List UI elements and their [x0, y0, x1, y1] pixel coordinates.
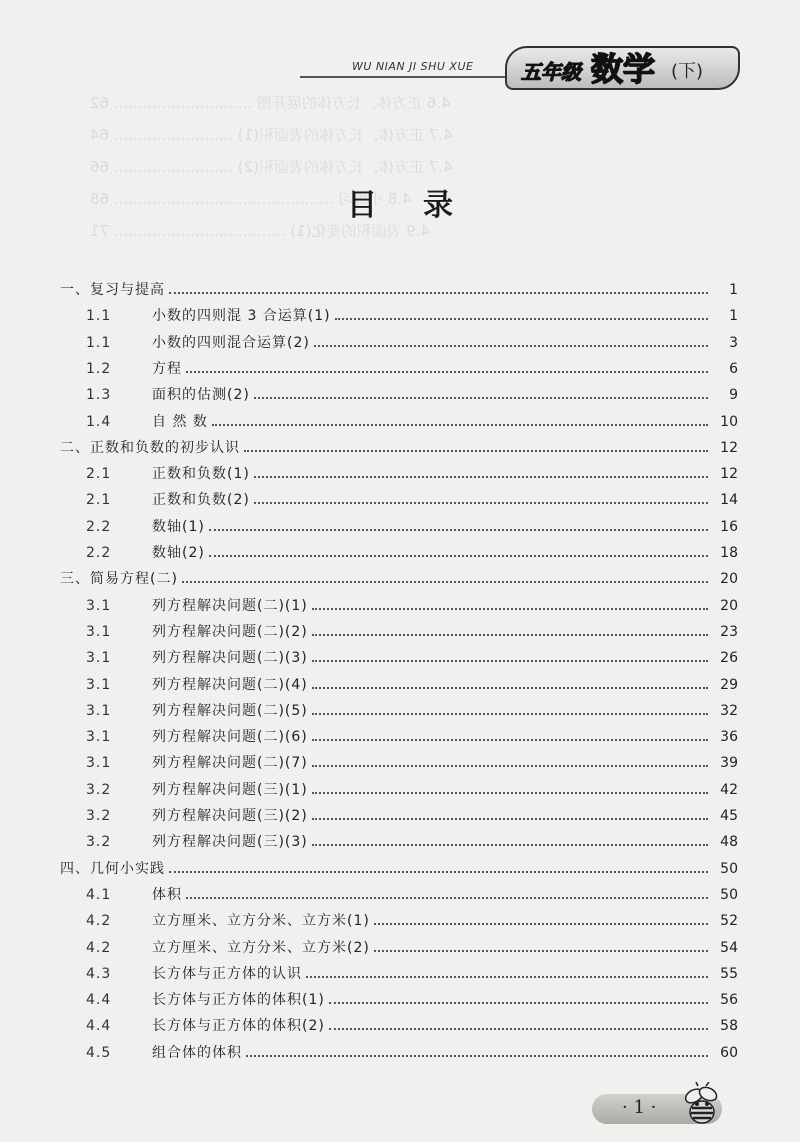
- toc-chapter-row[interactable]: [60, 560, 738, 586]
- toc-section-row[interactable]: [60, 744, 738, 770]
- toc-leader-dots: [312, 660, 708, 662]
- toc-section-row[interactable]: [60, 534, 738, 560]
- toc-leader-dots: [312, 844, 708, 846]
- toc-leader-dots: [306, 976, 708, 978]
- toc-section-number: 4.3: [86, 965, 112, 982]
- toc-chapter-title: 四、几何小实践: [60, 860, 165, 877]
- toc-section-row[interactable]: [60, 613, 738, 639]
- toc-section-title: 列方程解决问题(二)(7): [152, 755, 308, 772]
- toc-page-number: 1: [729, 282, 738, 298]
- toc-page-number: 12: [720, 439, 738, 456]
- toc-leader-dots: [329, 1002, 708, 1004]
- toc-page-number: 32: [720, 702, 738, 719]
- toc-leader-dots: [254, 476, 708, 478]
- header-rule: [300, 76, 510, 78]
- toc-page-number: 48: [720, 834, 738, 851]
- bleed-through-text: 4.8 小练习 .............................................. 68: [90, 190, 412, 208]
- toc-section-number: 3.2: [86, 808, 112, 824]
- toc-section-number: 1.1: [86, 334, 112, 351]
- toc-leader-dots: [246, 1055, 708, 1057]
- toc-section-title: 数轴(1): [152, 518, 205, 535]
- toc-section-row[interactable]: [60, 902, 738, 928]
- toc-page-number: 14: [720, 492, 738, 509]
- toc-page-number: 20: [720, 597, 738, 614]
- toc-section-title: 立方厘米、立方分米、立方米(1): [152, 913, 370, 930]
- toc-page-number: 29: [720, 676, 738, 693]
- toc-leader-dots: [209, 555, 708, 557]
- toc-leader-dots: [312, 634, 708, 636]
- toc-section-row[interactable]: [60, 823, 738, 849]
- toc-section-number: 3.1: [86, 650, 112, 667]
- toc-section-row[interactable]: [60, 718, 738, 744]
- toc-section-number: 4.5: [86, 1044, 112, 1061]
- toc-page-number: 42: [720, 781, 738, 798]
- toc-leader-dots: [329, 1028, 708, 1030]
- header-volume: (下): [671, 61, 704, 82]
- toc-section-title: 正数和负数(1): [152, 466, 250, 483]
- toc-leader-dots: [312, 792, 708, 794]
- bleed-through-text: 4.7 正方体、长方体的表面积(1) ......................... 64: [90, 126, 453, 144]
- page-title: 目录: [347, 188, 499, 223]
- toc-section-title: 列方程解决问题(二)(6): [152, 729, 308, 746]
- toc-page-number: 20: [720, 571, 738, 588]
- toc-page-number: 16: [720, 518, 738, 535]
- toc-section-row[interactable]: [60, 376, 738, 402]
- toc-section-row[interactable]: [60, 324, 738, 350]
- header-grade: 五年级: [521, 60, 581, 84]
- toc-section-title: 列方程解决问题(三)(1): [152, 781, 308, 798]
- toc-section-number: 3.1: [86, 676, 112, 693]
- bleed-through-text: 4.6 正方体、长方体的展开图 ............................. 62: [90, 94, 451, 112]
- toc-section-number: 3.1: [86, 755, 112, 772]
- toc-leader-dots: [314, 345, 708, 347]
- toc-page-number: 18: [720, 545, 738, 561]
- toc-leader-dots: [374, 950, 708, 952]
- toc-page-number: 6: [729, 360, 738, 377]
- toc-section-title: 面积的估测(2): [152, 387, 250, 404]
- toc-section-row[interactable]: [60, 1034, 738, 1060]
- toc-section-number: 4.4: [86, 992, 112, 1009]
- toc-section-title: 列方程解决问题(二)(3): [152, 650, 308, 667]
- toc-page-number: 23: [720, 623, 738, 640]
- toc-page-number: 56: [720, 992, 738, 1009]
- toc-section-title: 立方厘米、立方分米、立方米(2): [152, 939, 370, 956]
- toc-page-number: 36: [720, 729, 738, 746]
- toc-section-number: 2.1: [86, 466, 112, 483]
- toc-leader-dots: [254, 397, 708, 399]
- toc-chapter-title: 一、复习与提高: [60, 282, 165, 298]
- toc-section-title: 列方程解决问题(二)(2): [152, 623, 308, 640]
- toc-section-row[interactable]: [60, 955, 738, 981]
- toc-page-number: 58: [720, 1018, 738, 1035]
- toc-section-row[interactable]: [60, 481, 738, 507]
- toc-leader-dots: [312, 765, 708, 767]
- toc-page-number: 12: [720, 466, 738, 483]
- toc-section-title: 列方程解决问题(三)(2): [152, 808, 308, 824]
- toc-section-number: 3.2: [86, 834, 112, 851]
- toc-section-number: 4.2: [86, 913, 112, 930]
- toc-leader-dots: [244, 450, 708, 452]
- toc-section-title: 列方程解决问题(三)(3): [152, 834, 308, 851]
- toc-section-title: 数轴(2): [152, 545, 205, 561]
- toc-chapter-row[interactable]: [60, 850, 738, 876]
- toc-page-number: 10: [720, 413, 738, 430]
- toc-section-number: 3.2: [86, 781, 112, 798]
- toc-leader-dots: [182, 581, 708, 583]
- toc-page-number: 50: [720, 860, 738, 877]
- bee-icon: [678, 1082, 726, 1130]
- toc-section-row[interactable]: [60, 1007, 738, 1033]
- toc-section-title: 长方体与正方体的认识: [152, 965, 302, 982]
- page-number: · 1 ·: [622, 1097, 657, 1118]
- toc-leader-dots: [169, 871, 708, 873]
- toc-section-title: 体积: [152, 886, 182, 903]
- toc-section-row[interactable]: [60, 587, 738, 613]
- toc-section-title: 长方体与正方体的体积(1): [152, 992, 325, 1009]
- toc-section-row[interactable]: [60, 666, 738, 692]
- toc-chapter-title: 三、简易方程(二): [60, 571, 178, 588]
- header-banner: [505, 46, 740, 90]
- toc-section-row[interactable]: [60, 455, 738, 481]
- toc-section-number: 4.1: [86, 886, 112, 903]
- toc-page-number: 45: [720, 808, 738, 824]
- toc-leader-dots: [312, 687, 708, 689]
- toc-section-number: 2.2: [86, 545, 112, 561]
- toc-section-title: 列方程解决问题(二)(1): [152, 597, 308, 614]
- bleed-through-text: 4.9 表面积的变化(1) .................................... 71: [90, 222, 431, 240]
- toc-leader-dots: [254, 502, 708, 504]
- toc-section-number: 2.2: [86, 518, 112, 535]
- toc-leader-dots: [335, 318, 708, 320]
- toc-section-title: 小数的四则混合运算(2): [152, 334, 310, 351]
- toc-chapter-row[interactable]: [60, 271, 738, 297]
- toc-section-row[interactable]: [60, 929, 738, 955]
- toc-section-number: 1.2: [86, 360, 112, 377]
- toc-section-number: 4.2: [86, 939, 112, 956]
- toc-page-number: 1: [729, 308, 738, 325]
- toc-page-number: 52: [720, 913, 738, 930]
- bleed-through-text: 4.7 正方体、长方体的表面积(2) ......................... 66: [90, 158, 453, 176]
- toc-page-number: 50: [720, 886, 738, 903]
- toc-section-number: 3.1: [86, 729, 112, 746]
- toc-section-row[interactable]: [60, 297, 738, 323]
- toc-section-row[interactable]: [60, 771, 738, 797]
- toc-leader-dots: [209, 529, 708, 531]
- toc-section-title: 正数和负数(2): [152, 492, 250, 509]
- toc-section-title: 长方体与正方体的体积(2): [152, 1018, 325, 1035]
- toc-section-row[interactable]: [60, 508, 738, 534]
- book-header: [300, 38, 760, 108]
- toc-chapter-row[interactable]: [60, 429, 738, 455]
- toc-section-title: 小数的四则混 3 合运算(1): [152, 308, 331, 325]
- toc-leader-dots: [186, 897, 708, 899]
- toc-page-number: 55: [720, 965, 738, 982]
- toc-page-number: 9: [729, 387, 738, 404]
- toc-leader-dots: [169, 292, 708, 294]
- toc-section-title: 自 然 数: [152, 413, 208, 430]
- toc-page-number: 3: [729, 334, 738, 351]
- header-pinyin: WU NIAN JI SHU XUE: [352, 60, 474, 73]
- toc-leader-dots: [312, 608, 708, 610]
- toc-section-number: 4.4: [86, 1018, 112, 1035]
- toc-section-number: 3.1: [86, 623, 112, 640]
- toc-section-title: 组合体的体积: [152, 1044, 242, 1061]
- toc-leader-dots: [186, 371, 708, 373]
- toc-leader-dots: [312, 713, 708, 715]
- toc-leader-dots: [374, 923, 708, 925]
- toc-section-title: 方程: [152, 360, 182, 377]
- toc-leader-dots: [212, 424, 708, 426]
- toc-page-number: 60: [720, 1044, 738, 1061]
- toc-section-row[interactable]: [60, 692, 738, 718]
- toc-section-number: 1.4: [86, 413, 112, 430]
- toc-section-row[interactable]: [60, 403, 738, 429]
- header-subject: 数学: [591, 50, 656, 88]
- toc-leader-dots: [312, 818, 708, 820]
- toc-leader-dots: [312, 739, 708, 741]
- toc-section-number: 2.1: [86, 492, 112, 509]
- toc-section-row[interactable]: [60, 350, 738, 376]
- toc-section-row[interactable]: [60, 981, 738, 1007]
- toc-section-row[interactable]: [60, 876, 738, 902]
- page-footer: [592, 1082, 732, 1132]
- toc-chapter-title: 二、正数和负数的初步认识: [60, 439, 240, 456]
- toc-section-row[interactable]: [60, 639, 738, 665]
- toc-section-number: 1.1: [86, 308, 112, 325]
- toc-section-number: 1.3: [86, 387, 112, 404]
- toc-section-title: 列方程解决问题(二)(4): [152, 676, 308, 693]
- toc-section-title: 列方程解决问题(二)(5): [152, 702, 308, 719]
- toc-page-number: 54: [720, 939, 738, 956]
- toc-section-number: 3.1: [86, 597, 112, 614]
- toc-section-number: 3.1: [86, 702, 112, 719]
- toc-page-number: 26: [720, 650, 738, 667]
- toc-section-row[interactable]: [60, 797, 738, 823]
- toc-page-number: 39: [720, 755, 738, 772]
